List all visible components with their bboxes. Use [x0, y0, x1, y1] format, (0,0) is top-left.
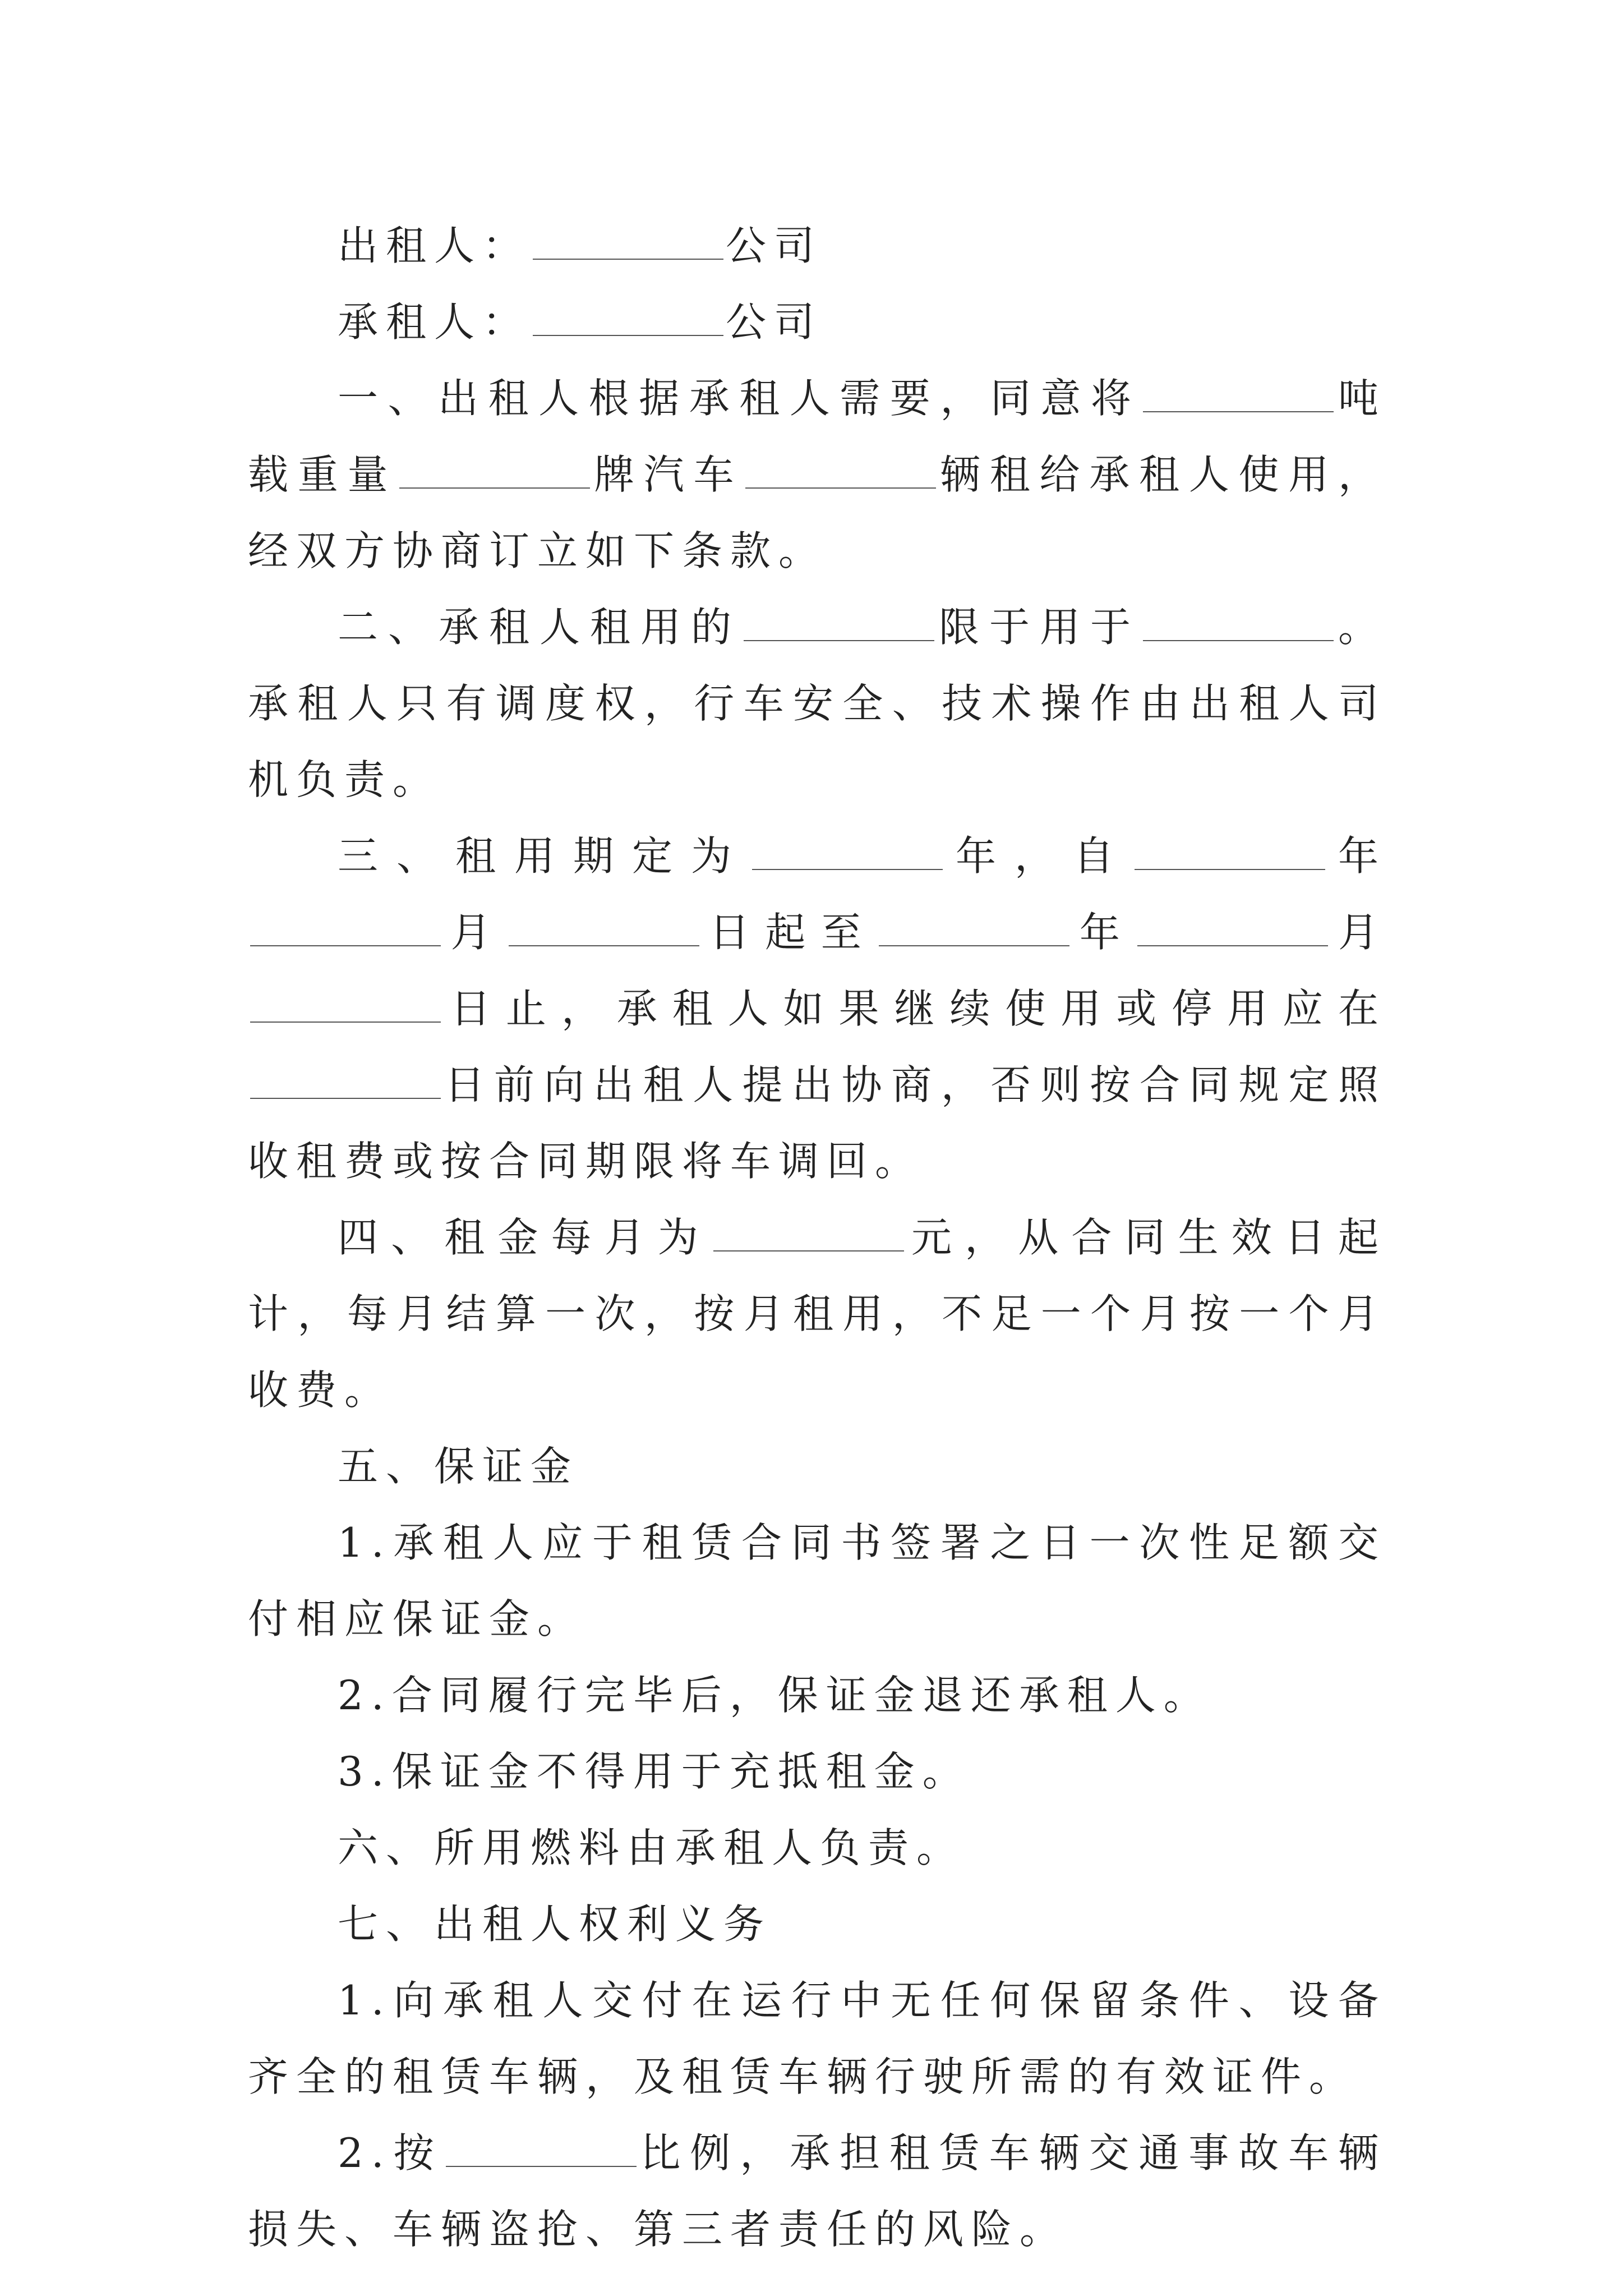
paragraph-text: 2.按	[338, 2129, 444, 2177]
paragraph-text: 2.合同履行完毕后，保证金退还承租人。	[338, 1672, 1212, 1719]
paragraph-text: 1.承租人应于租赁合同书签署之日一次性足额交付相应保证金。	[248, 1519, 1386, 1642]
contract-paragraph	[248, 1962, 1386, 2115]
paragraph-text: 辆租给承租人使用，经双方协商订立如下条款。	[248, 451, 1386, 574]
paragraph-text: 年	[1072, 909, 1136, 956]
paragraph-text: 六、所用燃料由承租人负责。	[338, 1824, 965, 1871]
fill-in-blank	[1143, 378, 1334, 412]
paragraph-text: 限于用于	[936, 604, 1141, 651]
fill-in-blank	[744, 606, 934, 641]
paragraph-text: 三、租用期定为	[338, 832, 750, 880]
paragraph-text: 牌汽车	[592, 451, 744, 498]
contract-paragraph	[248, 1733, 1386, 1810]
paragraph-text: 年	[1327, 832, 1386, 880]
contract-paragraph	[248, 360, 1386, 589]
paragraph-text: 承租人：	[338, 298, 531, 346]
paragraph-text: 月	[443, 909, 507, 956]
paragraph-text: 比例，承担租赁车辆交通事故车辆损失、车辆盗抢、第三者责任的风险。	[248, 2129, 1386, 2253]
contract-body	[248, 208, 1386, 2267]
paragraph-text: 四、租金每月为	[338, 1214, 711, 1261]
fill-in-blank	[745, 454, 936, 489]
paragraph-text: 1.向承租人交付在运行中无任何保留条件、设备齐全的租赁车辆，及租赁车辆行驶所需的有效证件。	[248, 1977, 1386, 2100]
fill-in-blank	[250, 912, 441, 946]
contract-paragraph	[248, 818, 1386, 1199]
paragraph-text: 日起至	[702, 909, 877, 956]
contract-paragraph	[248, 589, 1386, 818]
fill-in-blank	[879, 912, 1069, 946]
fill-in-blank	[399, 454, 590, 489]
contract-paragraph	[248, 1657, 1386, 1733]
contract-paragraph	[248, 1810, 1386, 1886]
paragraph-text: 月	[1330, 909, 1386, 956]
paragraph-text: 年，自	[944, 832, 1132, 880]
fill-in-blank	[752, 835, 943, 870]
paragraph-text: 公司	[726, 298, 823, 346]
fill-in-blank	[250, 1064, 441, 1099]
fill-in-blank	[1135, 835, 1325, 870]
fill-in-blank	[533, 301, 723, 336]
fill-in-blank	[713, 1217, 904, 1251]
paragraph-text: 出租人：	[338, 222, 531, 269]
paragraph-text: 日前向出租人提出协商，否则按合同规定照收租费或按合同期限将车调回。	[248, 1061, 1386, 1185]
fill-in-blank	[446, 2132, 637, 2167]
contract-paragraph	[248, 1504, 1386, 1657]
paragraph-text: 一、出租人根据承租人需要，同意将	[338, 375, 1141, 422]
paragraph-text: 七、出租人权利义务	[338, 1901, 772, 1948]
fill-in-blank	[509, 912, 699, 946]
fill-in-blank	[250, 988, 441, 1023]
paragraph-text: 。承租人只有调度权，行车安全、技术操作由出租人司机负责。	[248, 604, 1386, 803]
paragraph-text: 吨载重量	[248, 375, 1386, 498]
contract-paragraph	[248, 1886, 1386, 1962]
contract-paragraph	[248, 284, 1386, 360]
contract-paragraph	[248, 1428, 1386, 1504]
contract-paragraph	[248, 208, 1386, 284]
contract-paragraph	[248, 2115, 1386, 2267]
paragraph-text: 五、保证金	[338, 1443, 579, 1490]
paragraph-text: 3.保证金不得用于充抵租金。	[338, 1748, 971, 1795]
paragraph-text: 二、承租人租用的	[338, 604, 741, 651]
paragraph-text: 公司	[726, 222, 823, 269]
paragraph-text: 元，从合同生效日起计，每月结算一次，按月租用，不足一个月按一个月收费。	[248, 1214, 1386, 1414]
contract-paragraph	[248, 1199, 1386, 1428]
fill-in-blank	[533, 225, 723, 260]
fill-in-blank	[1137, 912, 1328, 946]
paragraph-text: 日止，承租人如果继续使用或停用应在	[443, 985, 1386, 1032]
fill-in-blank	[1143, 606, 1334, 641]
